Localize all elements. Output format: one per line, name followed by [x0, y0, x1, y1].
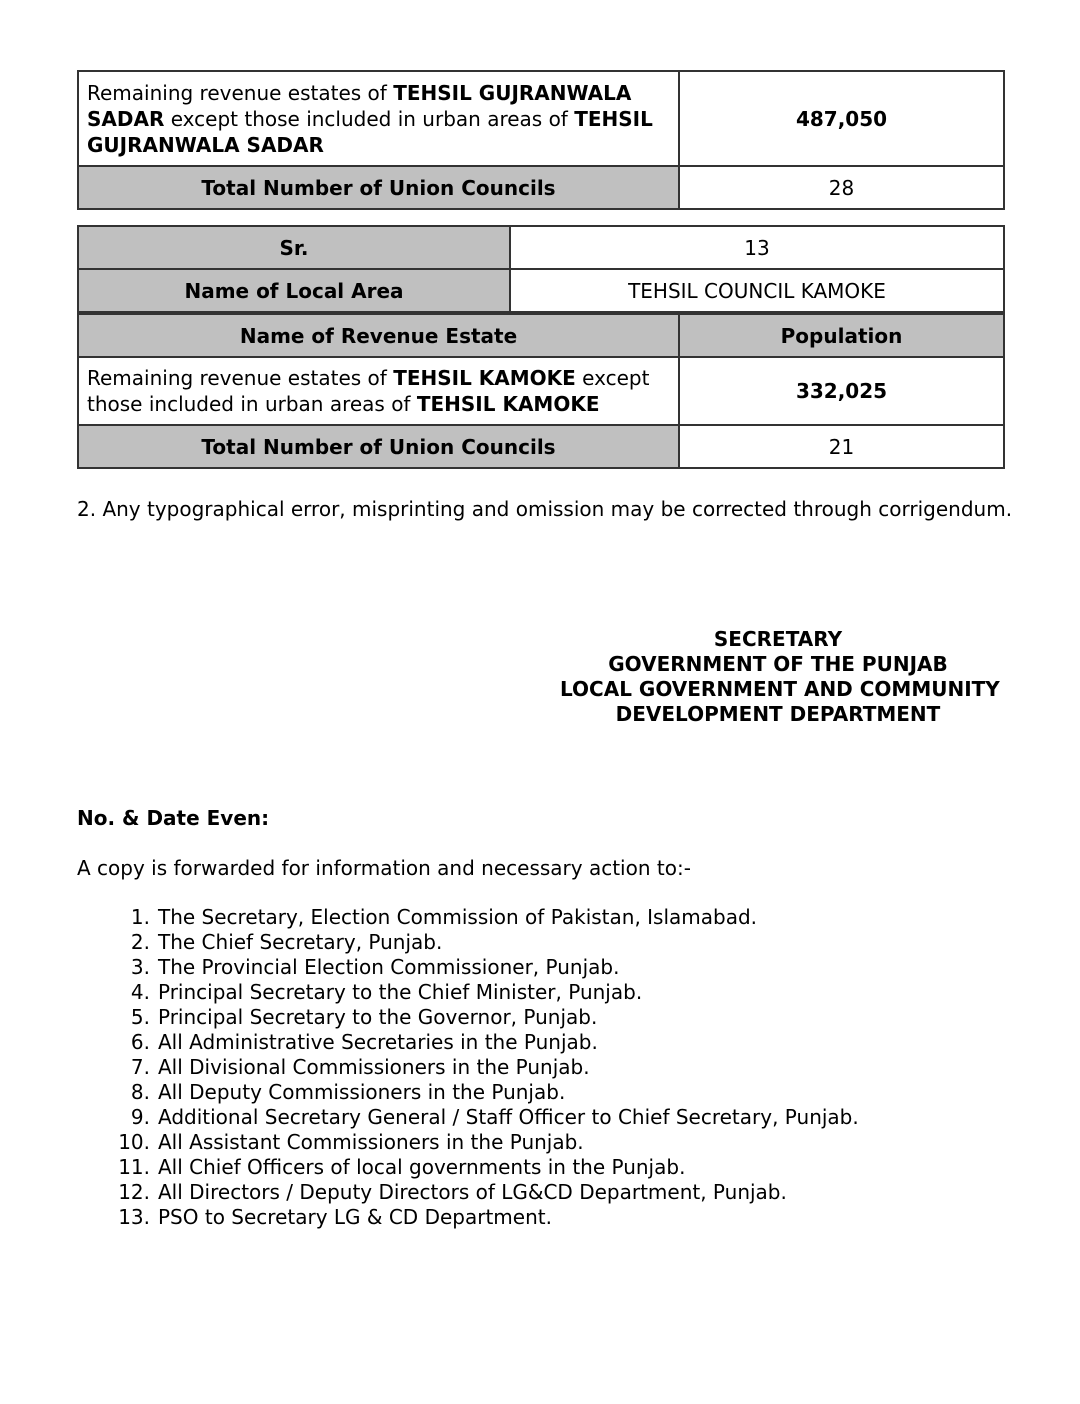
list-item-text: The Secretary, Election Commission of Pakistan, Islamabad.	[158, 905, 758, 929]
list-item	[100, 1080, 859, 1105]
estate-text: Remaining revenue estates of	[87, 80, 394, 105]
estate-tehsil-name: TEHSIL KAMOKE	[416, 392, 600, 416]
signature-line: GOVERNMENT OF THE PUNJAB	[608, 652, 948, 676]
list-item	[100, 1055, 859, 1080]
revenue-estate-cell	[78, 71, 679, 166]
total-uc-value: 28	[679, 166, 1004, 209]
population-value: 487,050	[679, 71, 1004, 166]
kamoke-estate-table	[77, 313, 1005, 469]
revenue-estate-cell	[78, 357, 679, 425]
list-item-text: All Deputy Commissioners in the Punjab.	[158, 1080, 566, 1104]
gujranwala-estate-table	[77, 70, 1005, 210]
estate-tehsil-name: TEHSIL GUJRANWALA SADAR	[87, 80, 632, 131]
recipient-list	[100, 905, 859, 1230]
table-row	[78, 166, 1004, 209]
signature-block	[560, 627, 1000, 727]
table-row	[78, 357, 1004, 425]
list-item-number: 7.	[130, 1055, 150, 1079]
list-item-text: All Divisional Commissioners in the Punjab.	[158, 1055, 590, 1079]
list-item-number: 9.	[130, 1105, 150, 1129]
estate-tehsil-name: TEHSIL KAMOKE	[393, 366, 576, 390]
table-row	[78, 226, 1004, 269]
table-row	[78, 269, 1004, 312]
estate-text: Remaining revenue estates of	[87, 366, 394, 390]
list-item-number: 8.	[130, 1080, 150, 1104]
list-item-number: 4.	[130, 980, 150, 1004]
total-uc-label: Total Number of Union Councils	[78, 166, 679, 209]
list-item-text: All Administrative Secretaries in the Punjab.	[158, 1030, 598, 1054]
list-item	[100, 1005, 859, 1030]
list-item	[100, 1105, 859, 1130]
estate-text: except those included in urban areas of	[164, 106, 575, 131]
list-item-text: Additional Secretary General / Staff Officer to Chief Secretary, Punjab.	[158, 1105, 859, 1129]
table-header-row	[78, 314, 1004, 357]
sr-value: 13	[510, 226, 1004, 269]
table-row	[78, 425, 1004, 468]
list-item-text: The Chief Secretary, Punjab.	[158, 930, 443, 954]
population-value: 332,025	[679, 357, 1004, 425]
corrigendum-note: 2. Any typographical error, misprinting and omission may be corrected through corrigendum.	[77, 497, 1013, 521]
table-row	[78, 71, 1004, 166]
list-item	[100, 1130, 859, 1155]
signature-line: LOCAL GOVERNMENT AND COMMUNITY	[560, 677, 1000, 701]
list-item	[100, 1205, 859, 1230]
list-item-text: Principal Secretary to the Chief Minister, Punjab.	[158, 980, 643, 1004]
list-item	[100, 1030, 859, 1055]
list-item-number: 10.	[118, 1130, 150, 1154]
local-area-label: Name of Local Area	[78, 269, 510, 312]
list-item-text: All Assistant Commissioners in the Punjab.	[158, 1130, 584, 1154]
list-item-text: PSO to Secretary LG & CD Department.	[158, 1205, 552, 1229]
kamoke-header-table	[77, 225, 1005, 313]
list-item	[100, 905, 859, 930]
list-item-text: All Directors / Deputy Directors of LG&CD Department, Punjab.	[158, 1180, 787, 1204]
list-item-text: Principal Secretary to the Governor, Punjab.	[158, 1005, 598, 1029]
signature-line: SECRETARY	[713, 627, 843, 651]
no-date-heading: No. & Date Even:	[77, 806, 270, 830]
list-item	[100, 1180, 859, 1205]
list-item-text: All Chief Officers of local governments in the Punjab.	[158, 1155, 686, 1179]
list-item	[100, 980, 859, 1005]
list-item-number: 12.	[118, 1180, 150, 1204]
list-item-number: 6.	[130, 1030, 150, 1054]
estate-text: except those included in urban areas of	[87, 366, 650, 416]
list-item-number: 11.	[118, 1155, 150, 1179]
list-item-number: 1.	[130, 905, 150, 929]
list-item	[100, 955, 859, 980]
column-header-population: Population	[679, 314, 1004, 357]
column-header-revenue-estate: Name of Revenue Estate	[78, 314, 679, 357]
list-item-number: 3.	[130, 955, 150, 979]
signature-line: DEVELOPMENT DEPARTMENT	[615, 702, 941, 726]
copy-forward-intro: A copy is forwarded for information and necessary action to:-	[77, 856, 691, 880]
local-area-value: TEHSIL COUNCIL KAMOKE	[510, 269, 1004, 312]
list-item-number: 2.	[130, 930, 150, 954]
sr-label: Sr.	[78, 226, 510, 269]
total-uc-label: Total Number of Union Councils	[78, 425, 679, 468]
list-item	[100, 930, 859, 955]
list-item-text: The Provincial Election Commissioner, Punjab.	[158, 955, 620, 979]
estate-tehsil-name: TEHSIL GUJRANWALA SADAR	[87, 106, 653, 157]
list-item-number: 5.	[130, 1005, 150, 1029]
total-uc-value: 21	[679, 425, 1004, 468]
list-item-number: 13.	[118, 1205, 150, 1229]
list-item	[100, 1155, 859, 1180]
